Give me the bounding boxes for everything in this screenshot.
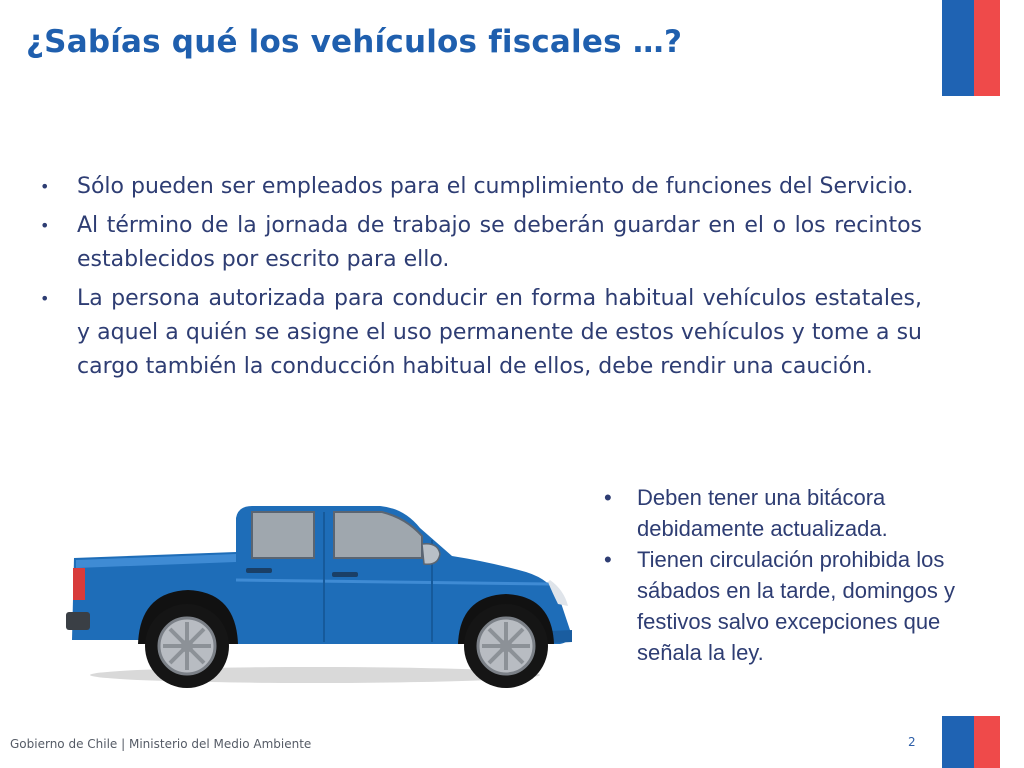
flag-blue-band — [942, 716, 974, 768]
flag-stripe-bottom — [942, 716, 1000, 768]
page-number: 2 — [908, 735, 916, 749]
tail-light — [73, 568, 85, 600]
bullet-icon: • — [604, 485, 612, 510]
pickup-truck-icon — [60, 500, 580, 700]
list-item — [40, 209, 922, 277]
bullet-text: Tienen circulación prohibida los sábados en la tarde, domingos y festivos salvo excepciones que señala la ley. — [637, 547, 955, 665]
front-wheel — [464, 604, 548, 688]
door-handle — [332, 572, 358, 577]
rear-wheel — [145, 604, 229, 688]
flag-stripe-top — [942, 0, 1000, 96]
bullet-text: Al término de la jornada de trabajo se deberán guardar en el o los recintos establecidos por escrito para ello. — [77, 213, 922, 272]
slide-title: ¿Sabías qué los vehículos fiscales …? — [26, 24, 683, 60]
bullet-icon: • — [40, 289, 50, 308]
bullet-text: Deben tener una bitácora debidamente actualizada. — [637, 485, 888, 541]
list-item — [40, 282, 922, 384]
bullet-text: La persona autorizada para conducir en forma habitual vehículos estatales, y aquel a quién se asigne el uso permanente de estos vehículos y tome a su cargo también la conducción habitual de ellos, debe rendir una caución. — [77, 286, 922, 379]
bullet-text: Sólo pueden ser empleados para el cumplimiento de funciones del Servicio. — [77, 174, 914, 199]
rear-bumper — [66, 612, 90, 630]
flag-red-band — [974, 716, 1000, 768]
list-item — [600, 482, 1000, 544]
rear-window — [252, 512, 314, 558]
bullet-icon: • — [604, 547, 612, 572]
list-item — [600, 544, 1000, 668]
flag-red-band — [974, 0, 1000, 96]
bullet-icon: • — [40, 177, 50, 196]
side-bullet-list — [600, 482, 1000, 668]
flag-blue-band — [942, 0, 974, 96]
footer-ministry: Gobierno de Chile | Ministerio del Medio Ambiente — [10, 737, 312, 751]
list-item — [40, 170, 922, 204]
door-handle — [246, 568, 272, 573]
side-mirror — [422, 544, 440, 565]
main-bullet-list — [40, 170, 922, 389]
bullet-icon: • — [40, 216, 50, 235]
